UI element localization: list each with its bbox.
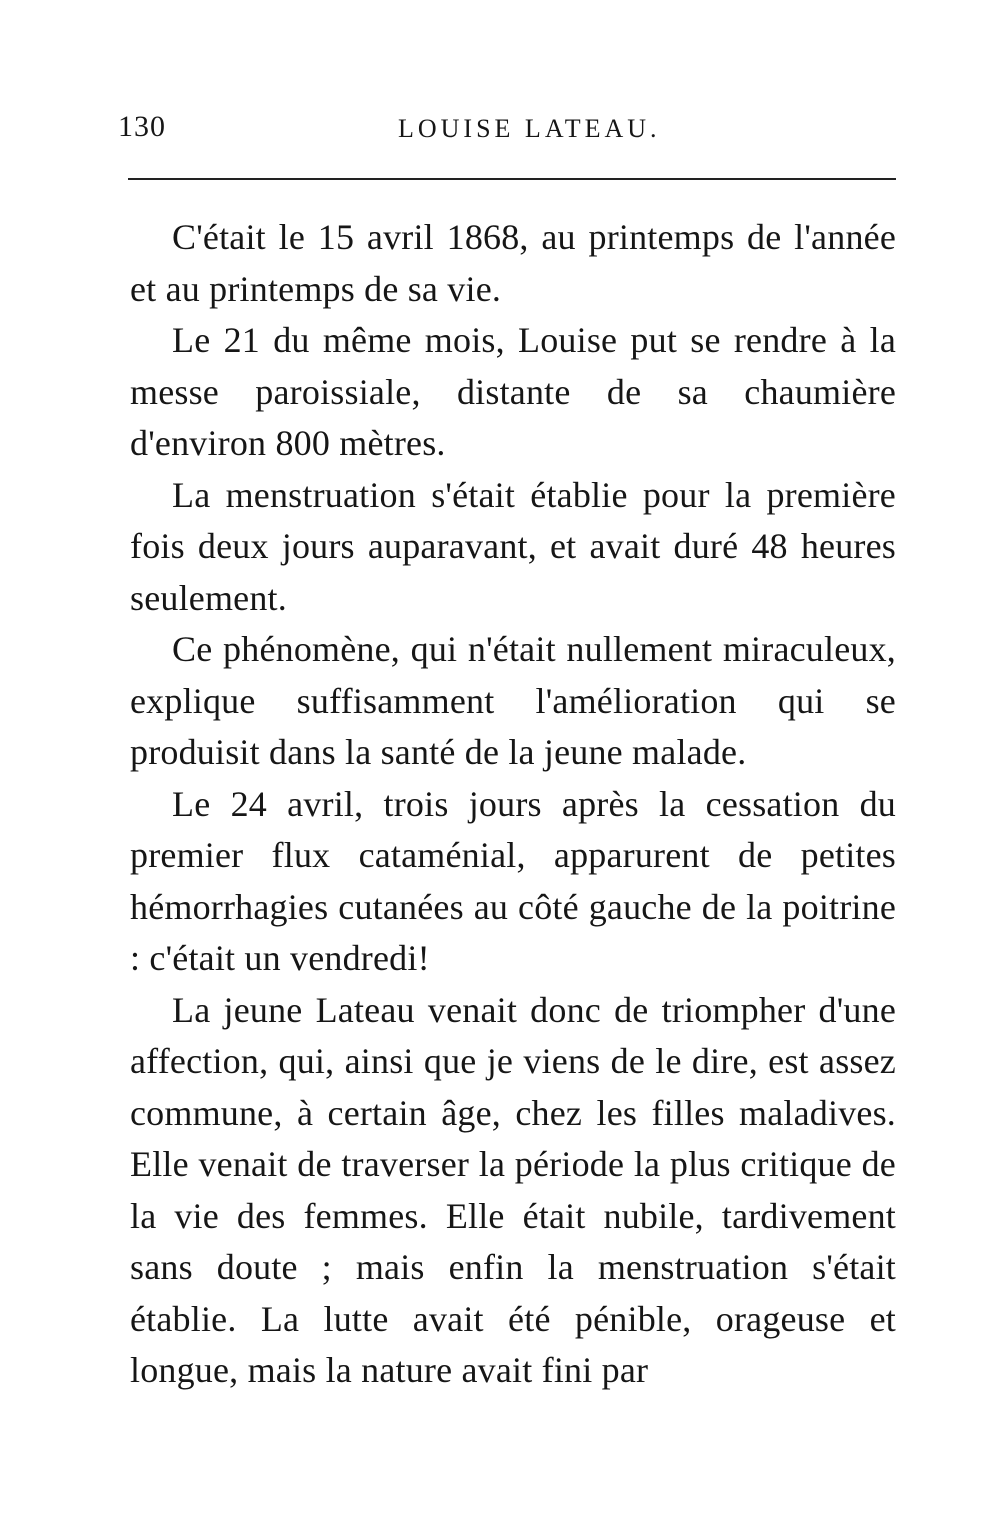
page-header — [118, 110, 898, 150]
page-number: 130 — [118, 110, 166, 143]
body-text — [130, 212, 896, 1397]
paragraph: Ce phénomène, qui n'était nullement miraculeux, explique suffisamment l'amélioration qui se produisit dans la santé de la jeune malade. — [130, 629, 896, 772]
paragraph: Le 21 du même mois, Louise put se rendre à la messe paroissiale, distante de sa chaumière d'environ 800 mètres. — [130, 320, 896, 463]
paragraph: La jeune Lateau venait donc de triompher d'une affection, qui, ainsi que je viens de le dire, est assez commune, à certain âge, chez les filles maladives. Elle venait de traverser la période la plus critique de la vie des femmes. Elle était nubile, tardivement sans doute ; mais enfin la menstruation s'était établie. La lutte avait été pénible, orageuse et longue, mais la nature avait fini par — [130, 989, 896, 1390]
paragraph: La menstruation s'était établie pour la première fois deux jours auparavant, et avait duré 48 heures seulement. — [130, 474, 896, 618]
header-rule — [128, 178, 896, 180]
paragraph: Le 24 avril, trois jours après la cessation du premier flux cataménial, apparurent de petites hémorrhagies cutanées au côté gauche de la poitrine : c'était un vendredi! — [130, 783, 896, 978]
running-head: LOUISE LATEAU. — [398, 114, 661, 143]
paragraph: C'était le 15 avril 1868, au printemps de l'année et au printemps de sa vie. — [130, 217, 896, 309]
